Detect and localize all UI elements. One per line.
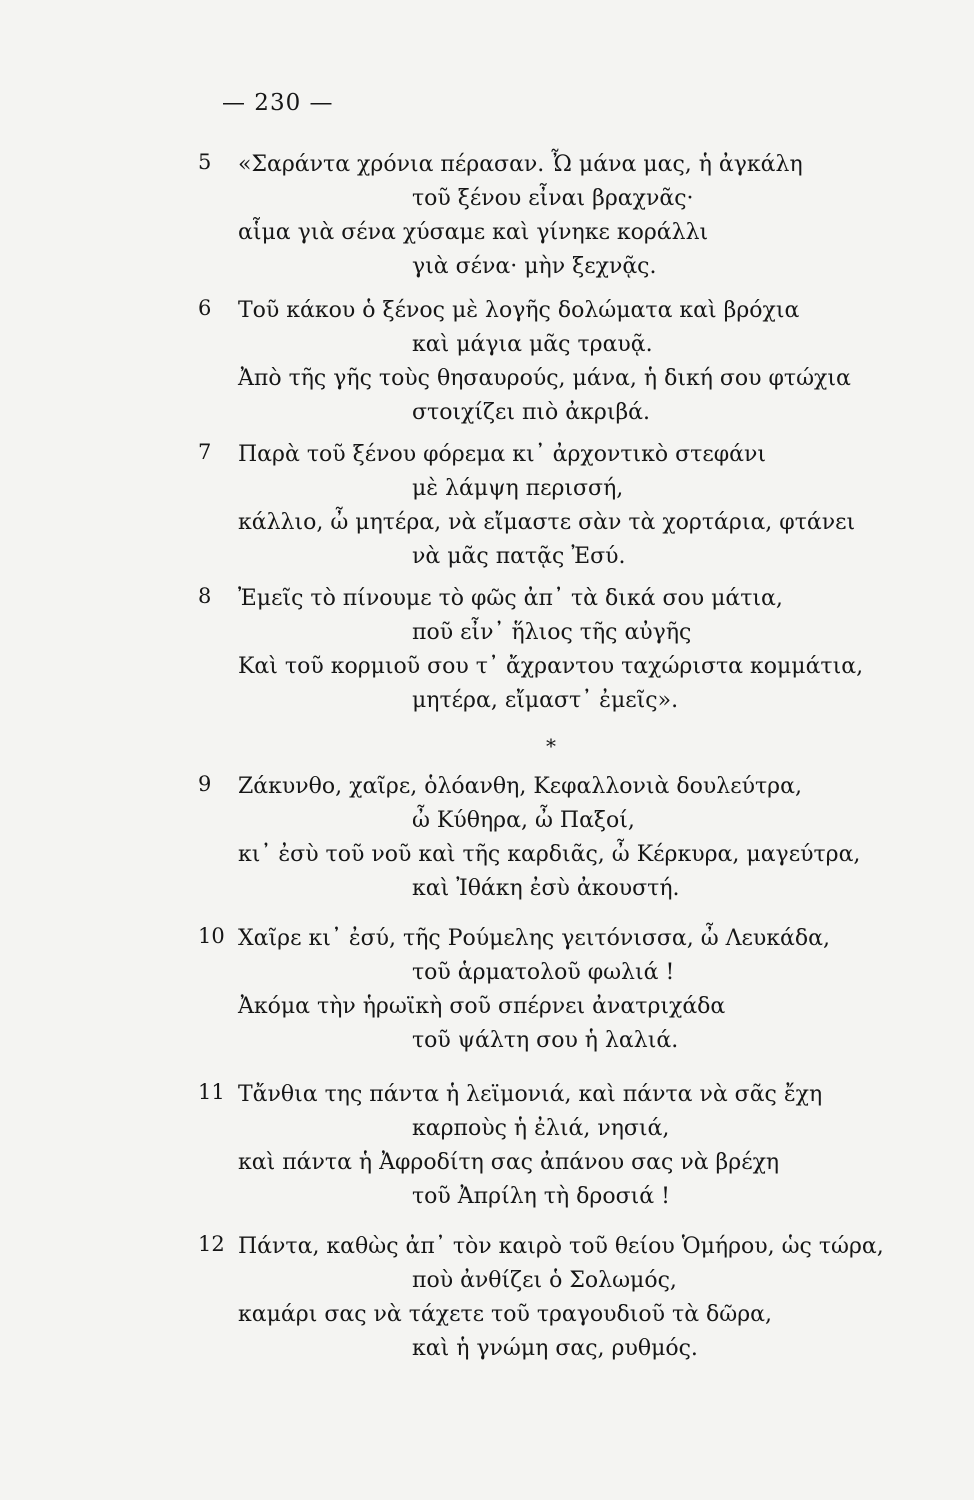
verse-line: Καὶ τοῦ κορμιοῦ σου τ᾽ ἄχραντου ταχώριστα κομμάτια, (238, 654, 864, 679)
verse-line: στοιχίζει πιὸ ἀκριβά. (412, 400, 651, 425)
verse-line: μὲ λάμψη περισσή, (412, 476, 624, 501)
verse-line: τοῦ ξένου εἶναι βραχνᾶς· (412, 186, 694, 211)
stanza-number: 11 (198, 1080, 225, 1104)
verse-line: καὶ πάντα ἡ Ἀφροδίτη σας ἀπάνου σας νὰ βρέχη (238, 1150, 780, 1175)
verse-line: Ζάκυνθο, χαῖρε, ὁλόανθη, Κεφαλλονιὰ δουλεύτρα, (238, 774, 802, 799)
stanza-number: 6 (198, 296, 212, 320)
verse-line: κάλλιο, ὦ μητέρα, νὰ εἴμαστε σὰν τὰ χορτάρια, φτάνει (238, 510, 856, 535)
verse-line: τοῦ ἁρματολοῦ φωλιά ! (412, 960, 675, 985)
verse-line: «Σαράντα χρόνια πέρασαν. Ὦ μάνα μας, ἡ ἀγκάλη (238, 152, 803, 177)
verse-line: τοῦ Ἀπρίλη τὴ δροσιά ! (412, 1184, 670, 1209)
stanza-number: 10 (198, 924, 225, 948)
verse-line: Τἄνθια της πάντα ἡ λεϊμονιά, καὶ πάντα νὰ σᾶς ἔχη (238, 1082, 823, 1107)
verse-line: Ἀπὸ τῆς γῆς τοὺς θησαυρούς, μάνα, ἡ δική σου φτώχια (238, 366, 851, 391)
verse-line: Ἀκόμα τὴν ἡρωϊκὴ σοῦ σπέρνει ἀνατριχάδα (238, 994, 726, 1019)
verse-line: γιὰ σένα· μὴν ξεχνᾷς. (412, 254, 657, 279)
verse-line: ὦ Κύθηρα, ὦ Παξοί, (412, 808, 635, 833)
verse-line: καὶ Ἰθάκη ἐσὺ ἀκουστή. (412, 876, 680, 901)
verse-line: Ἐμεῖς τὸ πίνουμε τὸ φῶς ἀπ᾽ τὰ δικά σου μάτια, (238, 586, 783, 611)
verse-line: Χαῖρε κι᾽ ἐσύ, τῆς Ρούμελης γειτόνισσα, ὦ Λευκάδα, (238, 926, 831, 951)
verse-line: Παρὰ τοῦ ξένου φόρεμα κι᾽ ἀρχοντικὸ στεφάνι (238, 442, 766, 467)
page-number: — 230 — (222, 90, 334, 116)
stanza-number: 5 (198, 150, 212, 174)
verse-line: μητέρα, εἴμαστ᾽ ἐμεῖς». (412, 688, 679, 713)
verse-line: Πάντα, καθὼς ἀπ᾽ τὸν καιρὸ τοῦ θείου Ὁμήρου, ὡς τώρα, (238, 1234, 884, 1259)
stanza-number: 12 (198, 1232, 225, 1256)
stanza-number: 9 (198, 772, 212, 796)
section-divider: * (546, 734, 556, 758)
verse-line: κι᾽ ἐσὺ τοῦ νοῦ καὶ τῆς καρδιᾶς, ὦ Κέρκυρα, μαγεύτρα, (238, 842, 861, 867)
verse-line: Τοῦ κάκου ὁ ξένος μὲ λογῆς δολώματα καὶ βρόχια (238, 298, 800, 323)
verse-line: καὶ μάγια μᾶς τραυᾷ. (412, 332, 653, 357)
verse-line: νὰ μᾶς πατᾷς Ἐσύ. (412, 544, 626, 569)
verse-line: τοῦ ψάλτη σου ἡ λαλιά. (412, 1028, 679, 1053)
verse-line: ποὺ ἀνθίζει ὁ Σολωμός, (412, 1268, 677, 1293)
verse-line: καὶ ἡ γνώμη σας, ρυθμός. (412, 1336, 698, 1361)
verse-line: αἷμα γιὰ σένα χύσαμε καὶ γίνηκε κοράλλι (238, 220, 709, 245)
verse-line: καμάρι σας νὰ τάχετε τοῦ τραγουδιοῦ τὰ δῶρα, (238, 1302, 773, 1327)
stanza-number: 7 (198, 440, 212, 464)
verse-line: καρποὺς ἡ ἐλιά, νησιά, (412, 1116, 670, 1141)
stanza-number: 8 (198, 584, 212, 608)
verse-line: ποῦ εἶν᾽ ἥλιος τῆς αὐγῆς (412, 620, 692, 645)
